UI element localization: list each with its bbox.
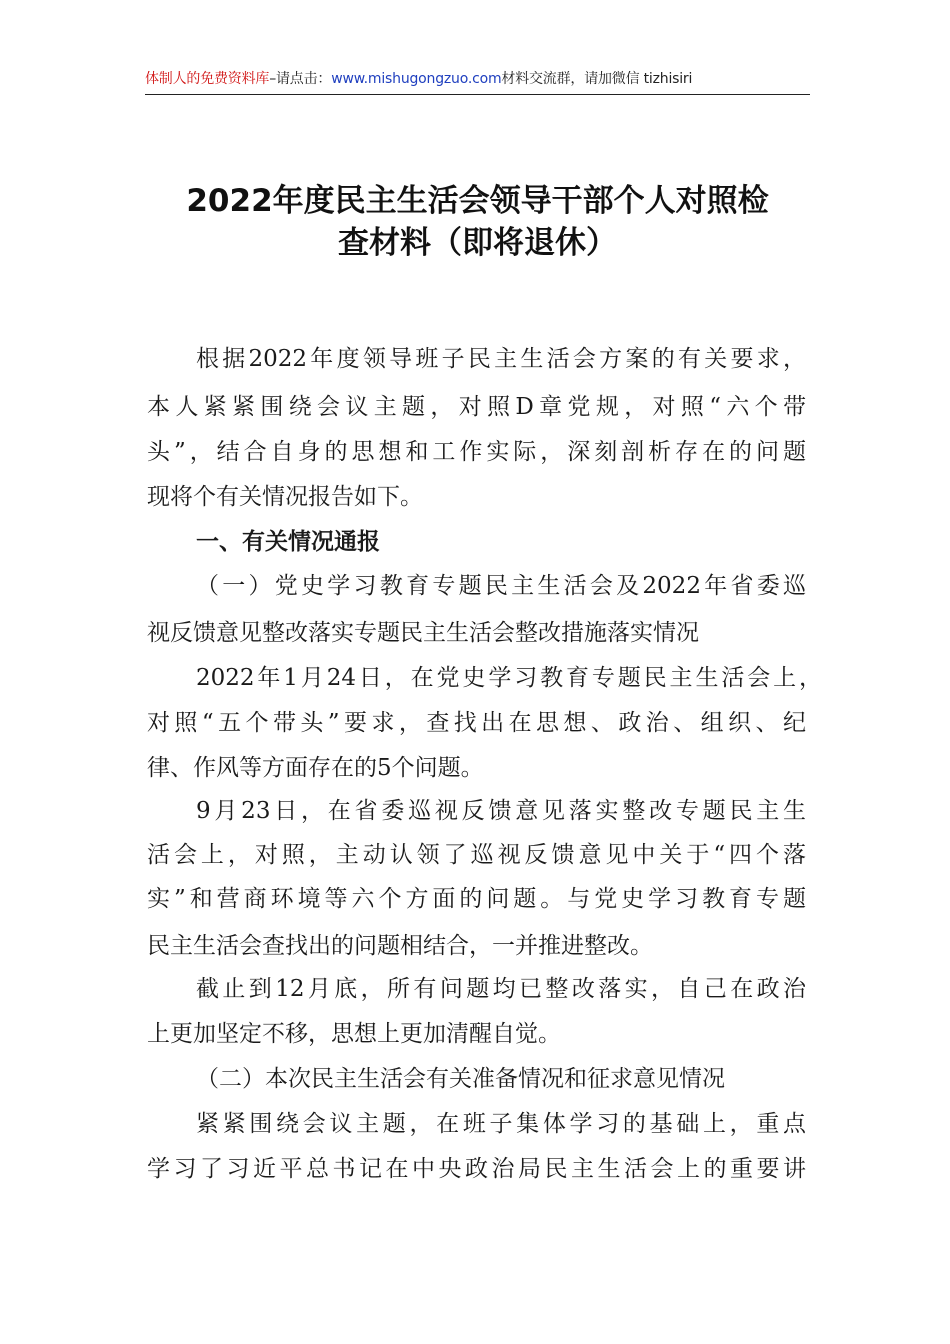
header-url-link[interactable]: www.mishugongzuo.com [331, 71, 502, 87]
body-line: 民主生活会查找出的问题相结合，一并推进整改。 [147, 933, 653, 959]
body-line: 本人紧紧围绕会议主题，对照D章党规，对照“六个带 [147, 394, 806, 420]
body-line: 9月23日，在省委巡视反馈意见落实整改专题民主生 [196, 798, 806, 824]
body-line: 紧紧围绕会议主题，在班子集体学习的基础上，重点 [196, 1111, 806, 1137]
body-line: 2022年1月24日，在党史学习教育专题民主生活会上， [196, 665, 822, 691]
body-line: 截止到12月底，所有问题均已整改落实，自己在政治 [196, 976, 806, 1002]
document-title-line-2: 查材料（即将退休） [338, 225, 617, 261]
subsection-heading: 视反馈意见整改落实专题民主生活会整改措施落实情况 [147, 620, 699, 646]
section-heading: 一、有关情况通报 [196, 529, 380, 555]
body-line: 对照“五个带头”要求，查找出在思想、政治、组织、纪 [147, 710, 806, 736]
body-line: 律、作风等方面存在的5个问题。 [147, 755, 484, 781]
body-line: 活会上，对照，主动认领了巡视反馈意见中关于“四个落 [147, 842, 806, 868]
body-line: 实”和营商环境等六个方面的问题。与党史学习教育专题 [147, 886, 806, 912]
subsection-heading: （二）本次民主生活会有关准备情况和征求意见情况 [196, 1066, 725, 1092]
body-line: 上更加坚定不移，思想上更加清醒自觉。 [147, 1021, 561, 1047]
subsection-heading: （一）党史学习教育专题民主生活会及2022年省委巡 [196, 573, 806, 599]
document-title-line-1: 2022年度民主生活会领导干部个人对照检 [186, 183, 769, 219]
body-line: 根据2022年度领导班子民主生活会方案的有关要求， [196, 346, 806, 372]
header-separator: –请点击： [269, 71, 332, 87]
header-brand: 体制人的免费资料库 [145, 71, 270, 87]
body-line: 学习了习近平总书记在中央政治局民主生活会上的重要讲 [147, 1156, 806, 1182]
body-line: 头”，结合自身的思想和工作实际，深刻剖析存在的问题 [147, 439, 806, 465]
page-header [145, 66, 810, 95]
body-line: 现将个有关情况报告如下。 [147, 484, 423, 510]
header-contact-text: 材料交流群，请加微信 tizhisiri [501, 71, 693, 87]
